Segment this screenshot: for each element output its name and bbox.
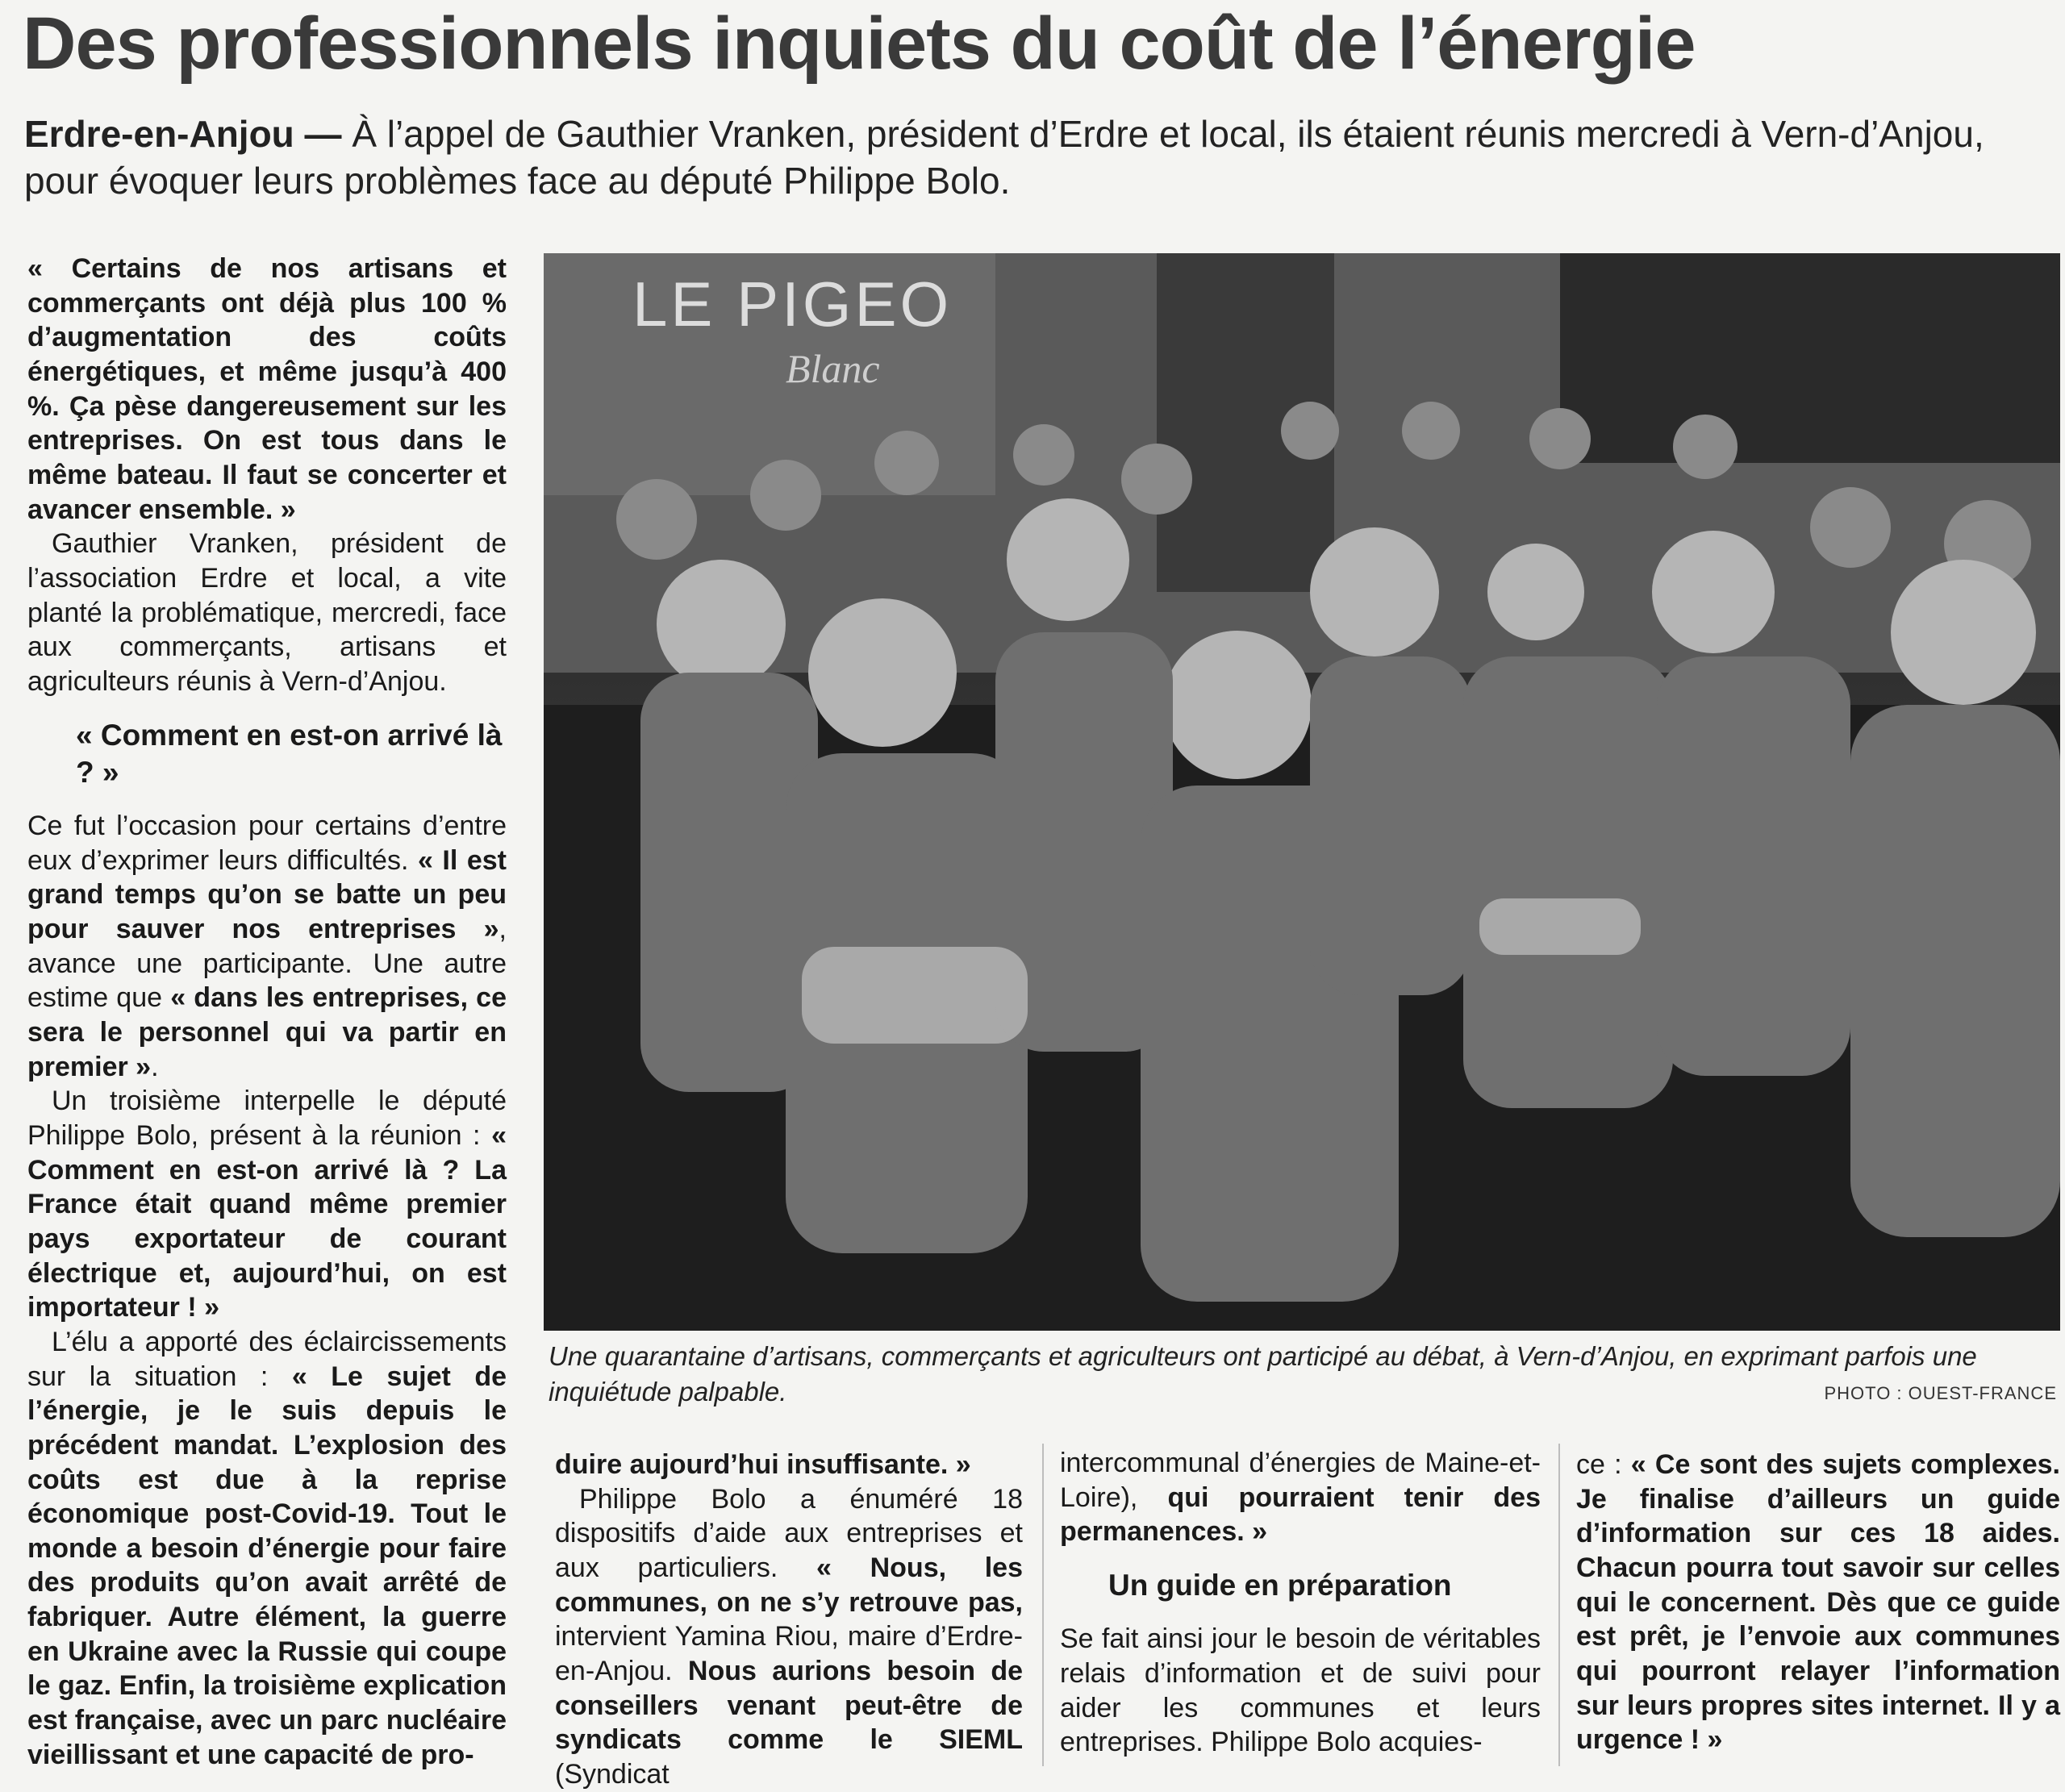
column-4 [1576, 1448, 2060, 1757]
column-divider [1558, 1444, 1560, 1766]
column-2 [555, 1448, 1023, 1792]
paragraph-4: Un troisième interpelle le député Philippe Bolo, présent à la réunion : « Comment en est-on arrivé là ? La France était quand même premier pays exportateur de courant électrique et, aujourd’hui, on est importateur ! » [27, 1086, 507, 1323]
paragraph-col3-2: Se fait ainsi jour le besoin de véritables relais d’information et de suivi pour aider les communes et leurs entreprises. Philippe Bolo acquies- [1060, 1623, 1541, 1758]
quote-paragraph-1: « Certains de nos artisans et commerçants ont déjà plus 100 % d’augmentation des coûts énergétiques, et même jusqu’à 400 %. Ça pèse dangereusement sur les entreprises. On est tous dans le même bateau. Il faut se concerter et avancer ensemble. » [27, 253, 507, 525]
paragraph-2: Gauthier Vranken, président de l’association Erdre et local, a vite planté la problématique, mercredi, face aux commerçants, artisans et agriculteurs réunis à Vern-d’Anjou. [27, 528, 507, 697]
column-1 [27, 252, 507, 1772]
paragraph-col2-1: duire aujourd’hui insuffisante. » [555, 1449, 971, 1480]
photo-credit: PHOTO : OUEST-FRANCE [1824, 1383, 2057, 1403]
subhead-1: « Comment en est-on arrivé là ? » [76, 718, 503, 789]
headline: Des professionnels inquiets du coût de l’énergie [23, 2, 1696, 85]
lede-place: Erdre-en-Anjou — [24, 113, 342, 155]
lede [24, 111, 2025, 204]
lede-text: À l’appel de Gauthier Vranken, président d’Erdre et local, ils étaient réunis mercredi à Vern-d’Anjou, pour évoquer leurs problèmes face au député Philippe Bolo. [24, 113, 1984, 202]
paragraph-col3-1: intercommunal d’énergies de Maine-et-Loire), qui pourraient tenir des permanences. » [1060, 1448, 1541, 1548]
subhead-2: Un guide en préparation [1108, 1568, 1452, 1602]
article-photo [544, 253, 2060, 1331]
photo-caption: Une quarantaine d’artisans, commerçants et agriculteurs ont participé au débat, à Vern-d’Anjou, en exprimant parfois une inquiétude palpable. [549, 1341, 1977, 1407]
sign-script: Blanc [786, 346, 880, 391]
paragraph-5: L’élu a apporté des éclaircissements sur la situation : « Le sujet de l’énergie, je le suis depuis le précédent mandat. L’explosion des coûts est due à la reprise économique post-Covid-19. Tout le monde a besoin d’énergie pour faire des produits qu’on avait arrêté de fabriquer. Autre élément, la guerre en Ukraine avec la Russie qui coupe le gaz. Enfin, la troisième explication est française, avec un parc nucléaire vieillissant et une capacité de pro- [27, 1326, 507, 1770]
sign-text: LE PIGEO [632, 269, 953, 340]
column-3 [1060, 1446, 1541, 1760]
paragraph-3: Ce fut l’occasion pour certains d’entre eux d’exprimer leurs difficultés. « Il est grand temps qu’on se batte un peu pour sauver nos entreprises », avance une participante. Une autre estime que « dans les entreprises, ce sera le personnel qui va partir en premier ». [27, 811, 507, 1082]
paragraph-col4-1: ce : « Ce sont des sujets complexes. Je finalise d’ailleurs un guide d’information sur ces 18 aides. Chacun pourra tout savoir sur celles qui le concernent. Dès que ce guide est prêt, je l’envoie aux communes qui pourront relayer l’information sur leurs propres sites internet. Il y a urgence ! » [1576, 1449, 2061, 1756]
paragraph-col2-2: Philippe Bolo a énuméré 18 dispositifs d’aide aux entreprises et aux particuliers. « Nous, les communes, on ne s’y retrouve pas, intervient Yamina Riou, maire d’Erdre-en-Anjou. Nous aurions besoin de conseillers venant peut-être de syndicats comme le SIEML (Syndicat [555, 1483, 1024, 1790]
audience-photo-illustration [544, 253, 2060, 1331]
column-divider [1042, 1444, 1044, 1766]
